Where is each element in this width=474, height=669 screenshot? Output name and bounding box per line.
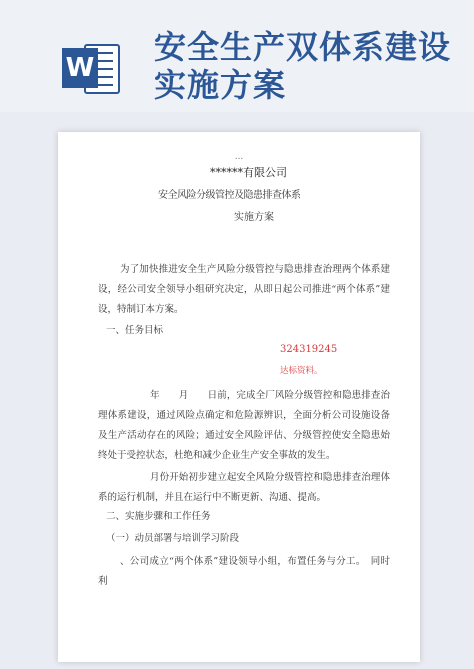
goals-paragraph: 年 月 日前，完成全厂风险分级管控和隐患排查治理体系建设，通过风险点确定和危险源辨识，全面分析公司设施设备及生产活动存在的风险；通过安全风险评估、分级管控使安全隐患始终处于受控状态，杜绝和减少企业生产安全事故的发生。 <box>98 390 390 461</box>
word-document-icon <box>62 42 122 96</box>
section-heading-goals: 一、任务目标 <box>106 325 164 336</box>
document-page <box>58 132 420 662</box>
intro-paragraph: 为了加快推进安全生产风险分级管控与隐患排查治理两个体系建设，经公司安全领导小组研究决定，从即日起公司推进“两个体系”建设，特制订本方案。 <box>98 264 390 315</box>
page-ellipsis: ... <box>234 152 244 162</box>
page-title: 安全生产双体系建设实施方案 <box>154 28 452 104</box>
word-badge-letter: W <box>62 48 98 88</box>
mechanism-paragraph: 月份开始初步建立起安全风险分级管控和隐患排查治理体系的运行机制，并且在运行中不断更新、沟通、提高。 <box>98 472 390 503</box>
stage1-paragraph: 、公司成立“两个体系”建设领导小组，布置任务与分工。 同时利 <box>98 556 390 587</box>
document-subtitle: 安全风险分级管控及隐患排查体系 <box>158 190 301 201</box>
document-subtitle-2: 实施方案 <box>234 212 274 223</box>
subsection-heading-stage1: （一）动员部署与培训学习阶段 <box>106 533 240 544</box>
red-annotation-number: 324319245 <box>280 344 338 355</box>
red-annotation-note: 达标资料。 <box>280 366 323 376</box>
header-banner <box>0 0 474 112</box>
company-name: ******有限公司 <box>210 166 287 179</box>
section-heading-steps: 二、实施步骤和工作任务 <box>106 511 211 522</box>
